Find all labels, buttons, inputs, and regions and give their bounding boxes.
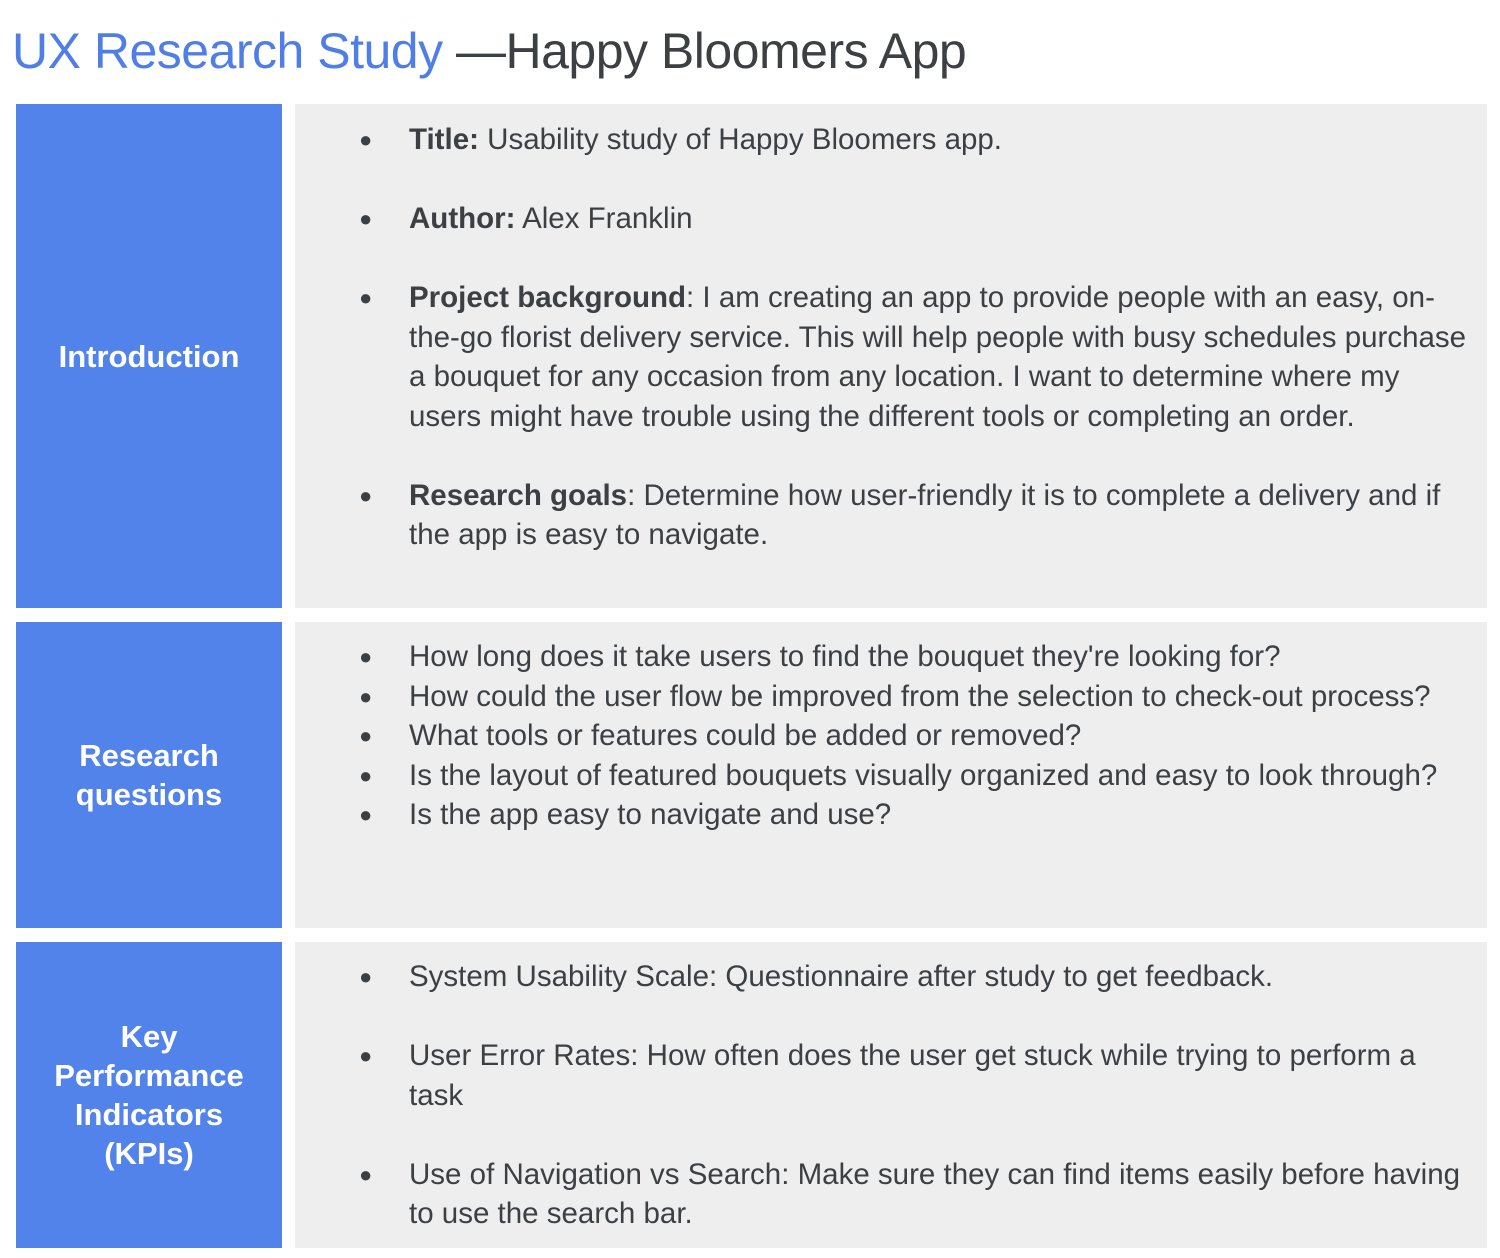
introduction-label: Introduction [58,338,240,374]
introduction-content [295,104,1487,608]
introduction-row [16,104,1487,608]
bullet-icon: ● [359,964,373,989]
bullet-icon: ● [359,285,373,310]
kpis-label: Key Performance Indicators (KPIs) [54,1019,244,1171]
bullet-icon: ● [359,127,373,152]
bullet-icon: ● [359,1043,373,1068]
list-item: ● Title: Usability study of Happy Bloomers app. [295,120,1473,160]
bullet-icon: ● [359,802,373,827]
bullet-icon: ● [359,683,373,709]
list-item: ● How long does it take users to find the bouquet they're looking for? [295,637,1473,677]
title-accent: UX Research Study [12,23,443,79]
list-item: ● Is the layout of featured bouquets visually organized and easy to look through? [295,756,1473,796]
list-item: ● Use of Navigation vs Search: Make sure they can find items easily before having to use the search bar. [295,1155,1473,1234]
list-item: ● Research goals: Determine how user-friendly it is to complete a delivery and if the app is easy to navigate. [295,476,1473,555]
page-title [12,18,966,84]
kpis-label-cell [16,942,282,1248]
bullet-icon: ● [359,1161,373,1187]
bullet-icon: ● [359,723,373,748]
kpis-list [295,957,1473,1234]
research-questions-list [295,637,1473,835]
bullet-icon: ● [359,762,373,788]
list-item: ● System Usability Scale: Questionnaire after study to get feedback. [295,957,1473,997]
title-rest: —Happy Bloomers App [442,23,967,79]
kpis-row [16,942,1487,1248]
introduction-label-cell [16,104,282,608]
list-item: ● What tools or features could be added or removed? [295,716,1473,756]
list-item: ● Project background: I am creating an app to provide people with an easy, on-the-go florist delivery service. This will help people with busy schedules purchase a bouquet for any occasion from any location. I want to determine where my users might have trouble using the different tools or completing an order. [295,278,1473,436]
list-item: ● Is the app easy to navigate and use? [295,795,1473,835]
list-item: ● User Error Rates: How often does the user get stuck while trying to perform a task [295,1036,1473,1115]
kpis-content [295,942,1487,1248]
research-questions-content [295,622,1487,928]
bullet-icon: ● [359,482,373,508]
bullet-icon: ● [359,644,373,669]
research-questions-row [16,622,1487,928]
bullet-icon: ● [359,206,373,231]
research-questions-label: Research questions [75,738,223,812]
research-questions-label-cell [16,622,282,928]
introduction-list [295,120,1473,555]
list-item: ● How could the user flow be improved from the selection to check-out process? [295,677,1473,717]
list-item: ● Author: Alex Franklin [295,199,1473,239]
